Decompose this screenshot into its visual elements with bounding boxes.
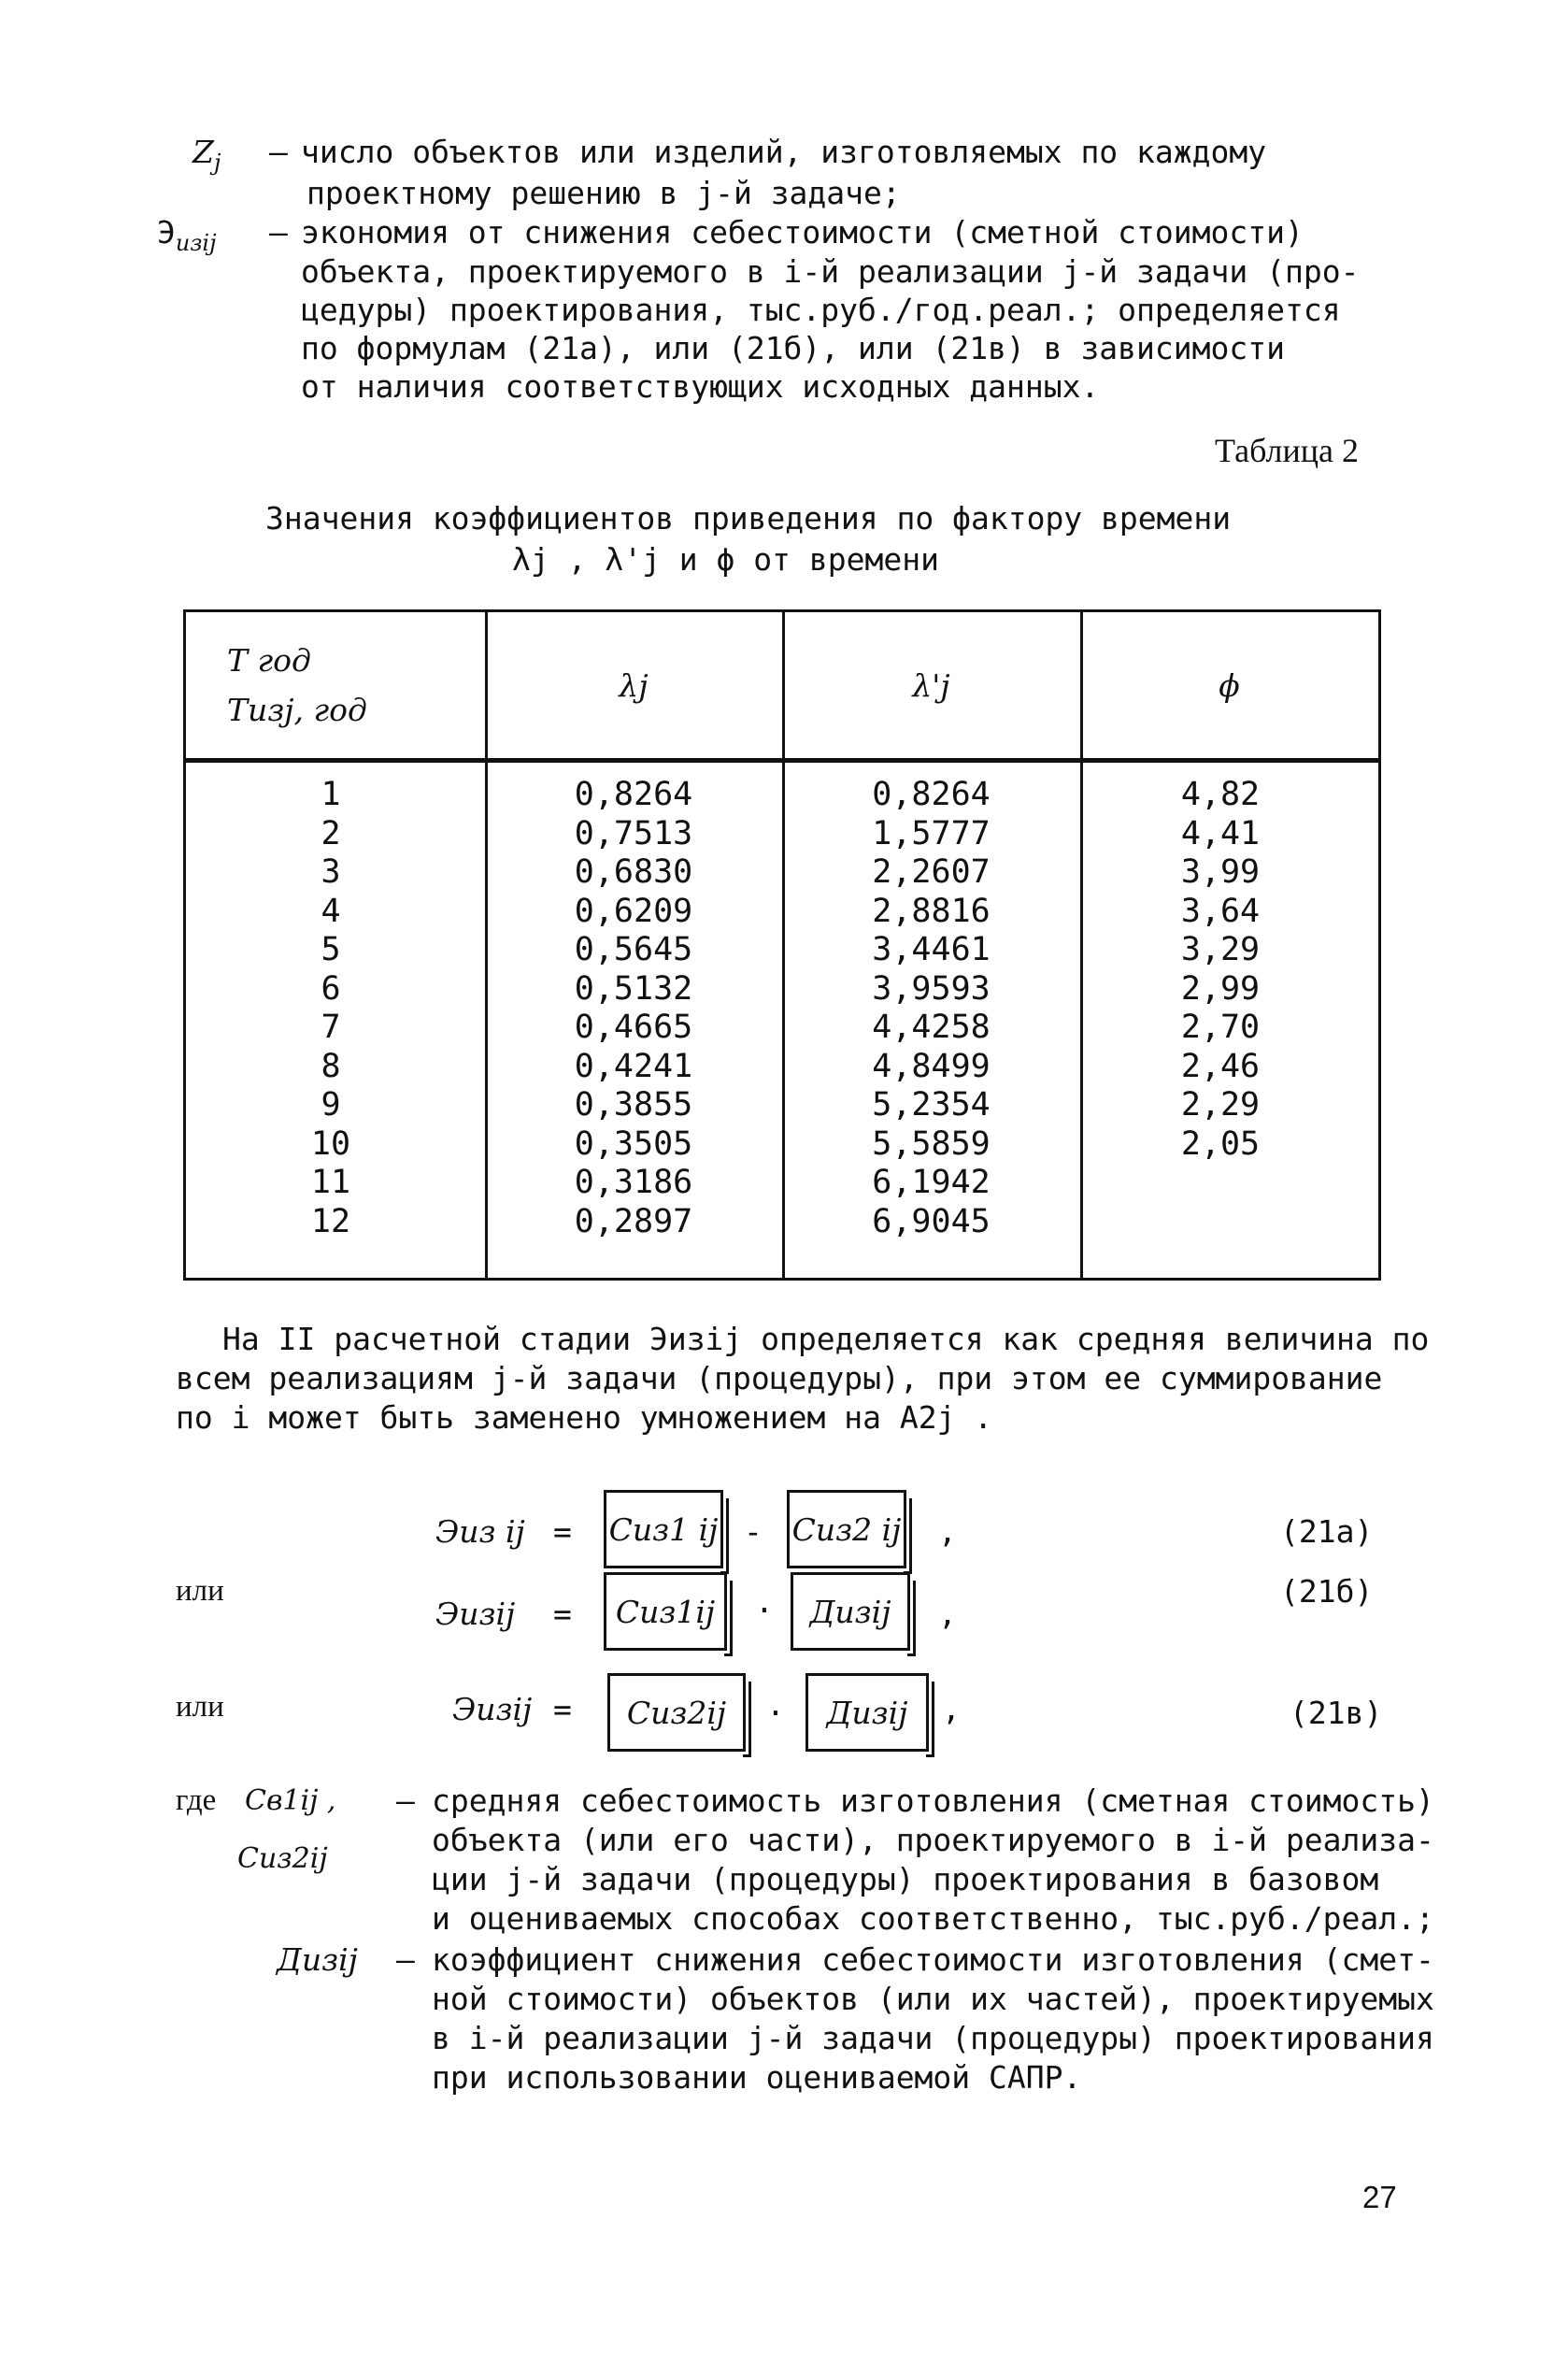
formula-21b-term-b: Дизij: [791, 1572, 910, 1651]
column-lambda: [485, 776, 782, 1241]
coefficients-table: [183, 609, 1381, 1281]
table-cell-phi: 3,29: [1180, 931, 1261, 968]
table-cell-phi: 2,29: [1180, 1086, 1261, 1124]
definition-d-line4: при использовании оцениваемой САПР.: [432, 2059, 1082, 2096]
header-t-line1: T год: [227, 642, 311, 679]
table-cell-lambda-prime: 2,2607: [872, 853, 991, 891]
table-cell-t: 5: [321, 931, 341, 968]
table-cell-phi: 2,46: [1180, 1047, 1261, 1085]
formula-21b-prefix: или: [176, 1574, 224, 1608]
paragraph-line1: На II расчетной стадии Эизij определяется как средняя величина по: [222, 1321, 1430, 1357]
table-cell-t: 11: [310, 1164, 351, 1201]
table-cell-lambda-prime: 4,8499: [872, 1047, 991, 1085]
table-cell-lambda-prime: 6,1942: [872, 1164, 991, 1201]
formula-21a-op: -: [744, 1513, 763, 1550]
formula-21a-term-b: Сиз2 ij: [787, 1490, 906, 1568]
table-cell-lambda: 0,3505: [574, 1124, 693, 1163]
formula-21b-label: (21б): [1280, 1573, 1374, 1610]
formula-21c-lhs: Эизij: [452, 1691, 533, 1727]
table-cell-lambda-prime: 5,5859: [872, 1124, 991, 1163]
header-lambda-prime: λ'j: [912, 666, 950, 704]
column-lambda-prime: [782, 776, 1080, 1241]
table-cell-lambda: 0,4665: [574, 1009, 693, 1046]
table-cell-lambda-prime: 1,5777: [872, 814, 991, 852]
column-t: [186, 776, 429, 1241]
table-cell-lambda: 0,3186: [574, 1164, 693, 1201]
header-divider: [186, 758, 1378, 763]
formula-21c-prefix: или: [176, 1690, 224, 1724]
table-cell-lambda: 0,5132: [574, 969, 693, 1008]
table-cell-lambda: 0,7513: [574, 814, 693, 852]
definition-e-line4: по формулам (21а), или (21б), или (21в) в зависимости: [301, 330, 1285, 366]
definition-z-line1: число объектов или изделий, изготовляемых по каждому: [301, 134, 1267, 170]
symbol-z: $Z_j$: [192, 134, 221, 176]
where-word: где: [176, 1783, 217, 1817]
table-cell-lambda: 0,8264: [574, 776, 693, 813]
formula-21b-op: ·: [755, 1592, 774, 1628]
column-phi: [1080, 776, 1361, 1164]
table-cell-phi: 2,05: [1180, 1124, 1261, 1163]
table-cell-lambda: 0,2897: [574, 1202, 693, 1240]
definition-c-line3: ции j-й задачи (процедуры) проектирования в базовом: [432, 1861, 1379, 1897]
formula-21b-term-a: Сиз1ij: [604, 1572, 727, 1651]
formula-21c-label: (21в): [1290, 1695, 1383, 1731]
formula-21b-eq: =: [553, 1596, 572, 1632]
symbol-e: $Э_{изij}$: [157, 214, 217, 256]
table-cell-lambda-prime: 3,9593: [872, 969, 991, 1008]
definition-d-line1: коэффициент снижения себестоимости изготовления (смет-: [432, 1941, 1434, 1978]
formula-21b-comma: ,: [938, 1596, 957, 1632]
table-cell-phi: 2,70: [1180, 1009, 1261, 1046]
header-t: [186, 612, 485, 758]
definition-z-line2: проектному решению в j-й задаче;: [306, 175, 901, 211]
table-cell-lambda-prime: 3,4461: [872, 931, 991, 968]
dash: –: [396, 1782, 415, 1819]
header-lambda: λj: [619, 666, 649, 704]
table-cell-lambda-prime: 4,4258: [872, 1009, 991, 1046]
table-cell-t: 3: [321, 853, 341, 891]
table-cell-phi: 3,99: [1180, 853, 1261, 891]
table-cell-t: 6: [321, 969, 341, 1008]
table-cell-t: 7: [321, 1009, 341, 1046]
table-cell-phi: 4,41: [1180, 814, 1261, 852]
dash: –: [269, 134, 288, 170]
symbol-c-evaluated: Cиз2ij: [237, 1842, 328, 1875]
formula-21b-lhs: Эизij: [435, 1596, 516, 1632]
table-cell-lambda-prime: 6,9045: [872, 1202, 991, 1240]
formula-21c-op: ·: [766, 1695, 785, 1731]
formula-21c-term-b: Дизij: [805, 1673, 929, 1752]
header-t-line2: Tизj, год: [227, 692, 367, 728]
definition-c-line4: и оцениваемых способах соответственно, тыс.руб./реал.;: [432, 1900, 1434, 1937]
table-cell-phi: 2,99: [1180, 969, 1261, 1008]
table-label: Таблица 2: [1215, 432, 1359, 469]
definition-e-line3: цедуры) проектирования, тыс.руб./год.реал.; определяется: [301, 292, 1341, 328]
table-cell-t: 10: [310, 1124, 351, 1163]
header-phi: ϕ: [1219, 666, 1240, 704]
definition-c-line1: средняя себестоимость изготовления (сметная стоимость): [432, 1782, 1434, 1819]
definition-e-line5: от наличия соответствующих исходных данных.: [301, 368, 1100, 405]
formula-21c-term-a: Сиз2ij: [607, 1673, 746, 1752]
table-cell-phi: 4,82: [1180, 776, 1261, 813]
formula-21c-comma: ,: [942, 1691, 961, 1727]
definition-d-line3: в i-й реализации j-й задачи (процедуры) проектирования: [432, 2020, 1434, 2056]
formula-21a-comma: ,: [938, 1513, 957, 1550]
paragraph-line3: по i может быть заменено умножением на A2j .: [176, 1399, 993, 1436]
table-cell-lambda: 0,6830: [574, 853, 693, 891]
table-cell-phi: 3,64: [1180, 892, 1261, 930]
dash: –: [269, 214, 288, 251]
table-cell-t: 2: [321, 814, 341, 852]
paragraph-line2: всем реализациям j-й задачи (процедуры), при этом ее суммирование: [176, 1360, 1383, 1396]
definition-e-line2: объекта, проектируемого в i-й реализации j-й задачи (про-: [301, 253, 1360, 290]
definition-d-line2: ной стоимости) объектов (или их частей), проектируемых: [432, 1981, 1434, 2017]
formula-21a-eq: =: [553, 1513, 572, 1550]
formula-21a-term-a: Сиз1 ij: [604, 1490, 723, 1568]
table-cell-lambda: 0,3855: [574, 1086, 693, 1124]
table-cell-t: 1: [321, 776, 341, 813]
table-cell-t: 4: [321, 892, 341, 930]
table-cell-lambda-prime: 2,8816: [872, 892, 991, 930]
table-cell-lambda: 0,6209: [574, 892, 693, 930]
formula-21c-eq: =: [553, 1691, 572, 1727]
symbol-d: Дизij: [277, 1941, 358, 1978]
table-cell-lambda-prime: 5,2354: [872, 1086, 991, 1124]
definition-e-line1: экономия от снижения себестоимости (сметной стоимости): [301, 214, 1304, 251]
symbol-c-base: Cв1ij ,: [245, 1784, 336, 1817]
dash: –: [396, 1941, 415, 1978]
table-cell-lambda: 0,5645: [574, 931, 693, 968]
formula-21a-label: (21а): [1280, 1513, 1374, 1550]
page-number: 27: [1362, 2180, 1397, 2214]
table-caption-line2: λj , λ'j и ϕ от времени: [512, 541, 939, 578]
table-cell-t: 12: [310, 1202, 351, 1240]
table-cell-t: 8: [321, 1047, 341, 1085]
table-cell-lambda: 0,4241: [574, 1047, 693, 1085]
formula-21a-lhs: Эиз ij: [435, 1513, 525, 1550]
table-cell-lambda-prime: 0,8264: [872, 776, 991, 813]
table-cell-t: 9: [321, 1086, 341, 1124]
definition-c-line2: объекта (или его части), проектируемого в i-й реализа-: [432, 1822, 1434, 1858]
table-caption-line1: Значения коэффициентов приведения по фактору времени: [265, 500, 1232, 537]
